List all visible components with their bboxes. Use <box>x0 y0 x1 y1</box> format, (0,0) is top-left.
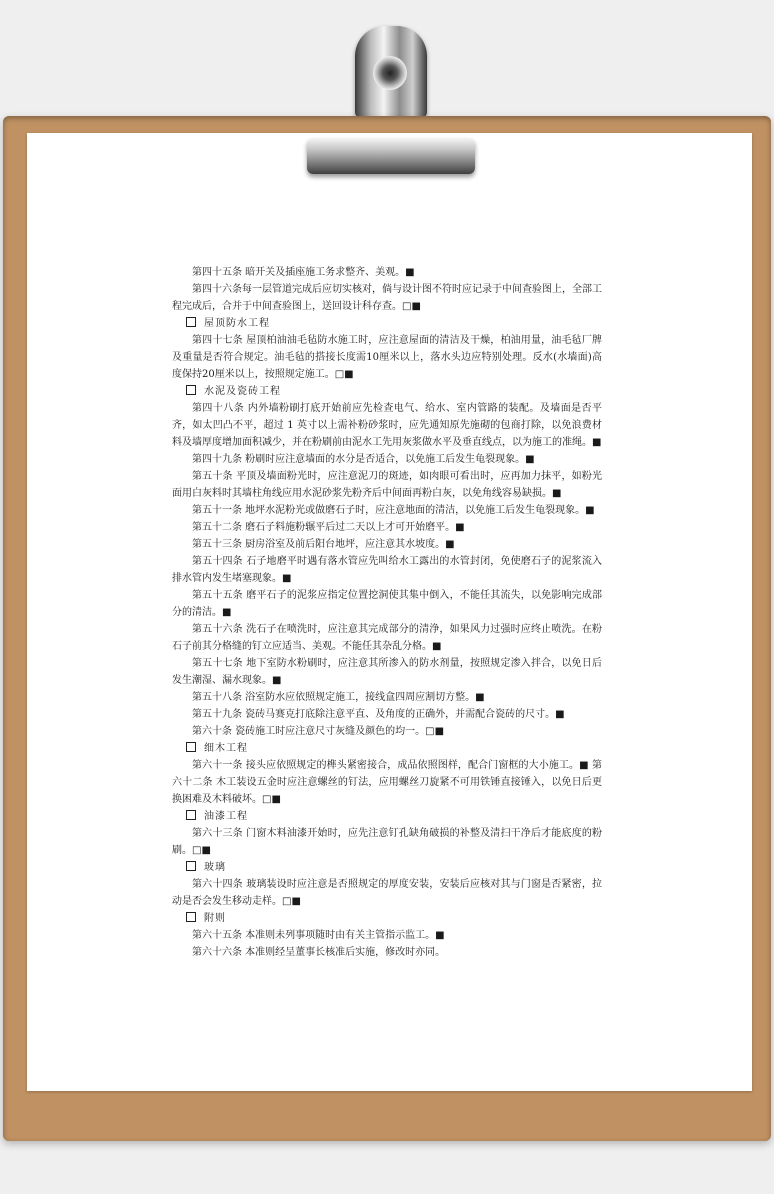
article-60: 第六十条 瓷砖施工时应注意尺寸灰缝及颜色的均一。□■ <box>192 726 445 737</box>
section-heading-glass <box>172 859 602 876</box>
section-heading-supplementary <box>172 910 602 927</box>
article-46: 第四十六条每一层管道完成后应切实核对，倘与设计图不符时应记录于中间查验图上，全部工程完成后，合并于中间查验图上，送回设计科存查。□■ <box>172 284 602 312</box>
article-47: 第四十七条 屋顶柏油油毛毡防水施工时，应注意屋面的清洁及干燥，柏油用量，油毛毡厂牌及重量是否符合规定。油毛毡的搭接长度需10厘米以上，落水头边应特别处理。反水(水墙面)高度保持20厘米以上，按照规定施工。□■ <box>172 335 602 380</box>
section-heading-label: 水泥及瓷砖工程 <box>204 386 281 397</box>
section-heading-label: 油漆工程 <box>204 811 248 822</box>
article-53: 第五十三条 厨房浴室及前后阳台地坪，应注意其水坡度。■ <box>192 539 455 550</box>
checkbox-icon <box>186 810 196 820</box>
article-63: 第六十三条 门窗木料油漆开始时，应先注意钉孔缺角破损的补整及清扫干净后才能底度的粉刷。□■ <box>172 828 602 856</box>
document-body <box>172 264 602 961</box>
binder-clip-base <box>307 138 475 174</box>
article-50: 第五十条 平顶及墙面粉光时，应注意泥刀的斑迹，如肉眼可看出时，应再加力抹平，如粉光面用白灰料时其墙柱角线应用水泥砂浆先粉齐后中间面再粉白灰，以免角线容易缺损。■ <box>172 471 602 499</box>
section-heading-label: 屋顶防水工程 <box>204 318 270 329</box>
section-heading-label: 玻璃 <box>204 862 226 873</box>
article-56: 第五十六条 洗石子在喷洗时，应注意其完成部分的清浄，如果风力过强时应终止喷洗。在粉石子前其分格缝的钉立应适当、美观。不能任其杂乱分格。■ <box>172 624 602 652</box>
checkbox-icon <box>186 912 196 922</box>
article-51: 第五十一条 地坪水泥粉光或做磨石子时，应注意地面的清洁，以免施工后发生龟裂现象。■ <box>192 505 595 516</box>
checkbox-icon <box>186 742 196 752</box>
checkbox-icon <box>186 385 196 395</box>
section-heading-painting <box>172 808 602 825</box>
article-61-62: 第六十一条 接头应依照规定的榫头紧密接合，成品依照图样，配合门窗框的大小施工。■ 第六十二条 木工装设五金时应注意螺丝的钉法，应用螺丝刀旋紧不可用铁锤直接锤入，以免日后更换困难及木料破坏。□■ <box>172 760 602 805</box>
article-66: 第六十六条 本准则经呈董事长核准后实施，修改时亦同。 <box>192 947 446 958</box>
article-52: 第五十二条 磨石子料施粉辗平后过二天以上才可开始磨平。■ <box>192 522 465 533</box>
section-heading-label: 附则 <box>204 913 226 924</box>
binder-clip-hole <box>373 56 407 90</box>
article-54: 第五十四条 石子地磨平时遇有落水管应先叫给水工露出的水管封闭，免使磨石子的泥浆流入排水管内发生堵塞现象。■ <box>172 556 602 584</box>
article-49: 第四十九条 粉刷时应注意墙面的水分是否适合，以免施工后发生龟裂现象。■ <box>192 454 535 465</box>
article-48: 第四十八条 内外墙粉刷打底开始前应先检查电气、给水、室内管路的装配。及墙面是否平齐，如太凹凸不平，超过 1 英寸以上需补粉砂浆时，应先通知原先施砌的包商打除，以免浪费材料及墙厚度增加面积减少，并在粉刷前由泥水工先用灰浆做水平及垂直线点，以为施工的准绳。■ <box>172 403 602 448</box>
article-65: 第六十五条 本准则未列事项随时由有关主管指示监工。■ <box>192 930 445 941</box>
article-64: 第六十四条 玻璃装设时应注意是否照规定的厚度安装，安装后应核对其与门窗是否紧密，拉动是否会发生移动走样。□■ <box>172 879 602 907</box>
checkbox-icon <box>186 317 196 327</box>
section-heading-roof-waterproofing <box>172 315 602 332</box>
section-heading-carpentry <box>172 740 602 757</box>
section-heading-label: 细木工程 <box>204 743 248 754</box>
section-heading-cement-tile <box>172 383 602 400</box>
article-57: 第五十七条 地下室防水粉刷时，应注意其所渗入的防水剂量，按照规定渗入拌合，以免日后发生潮湿、漏水现象。■ <box>172 658 602 686</box>
article-58: 第五十八条 浴室防水应依照规定施工，接线盒四周应割切方整。■ <box>192 692 485 703</box>
article-59: 第五十九条 瓷砖马赛克打底除注意平直、及角度的正确外，并需配合瓷砖的尺寸。■ <box>192 709 565 720</box>
article-45: 第四十五条 暗开关及插座施工务求整齐、美观。■ <box>192 267 415 278</box>
article-55: 第五十五条 磨平石子的泥浆应指定位置挖洞使其集中倒入，不能任其流失，以免影响完成部分的清洁。■ <box>172 590 602 618</box>
checkbox-icon <box>186 861 196 871</box>
